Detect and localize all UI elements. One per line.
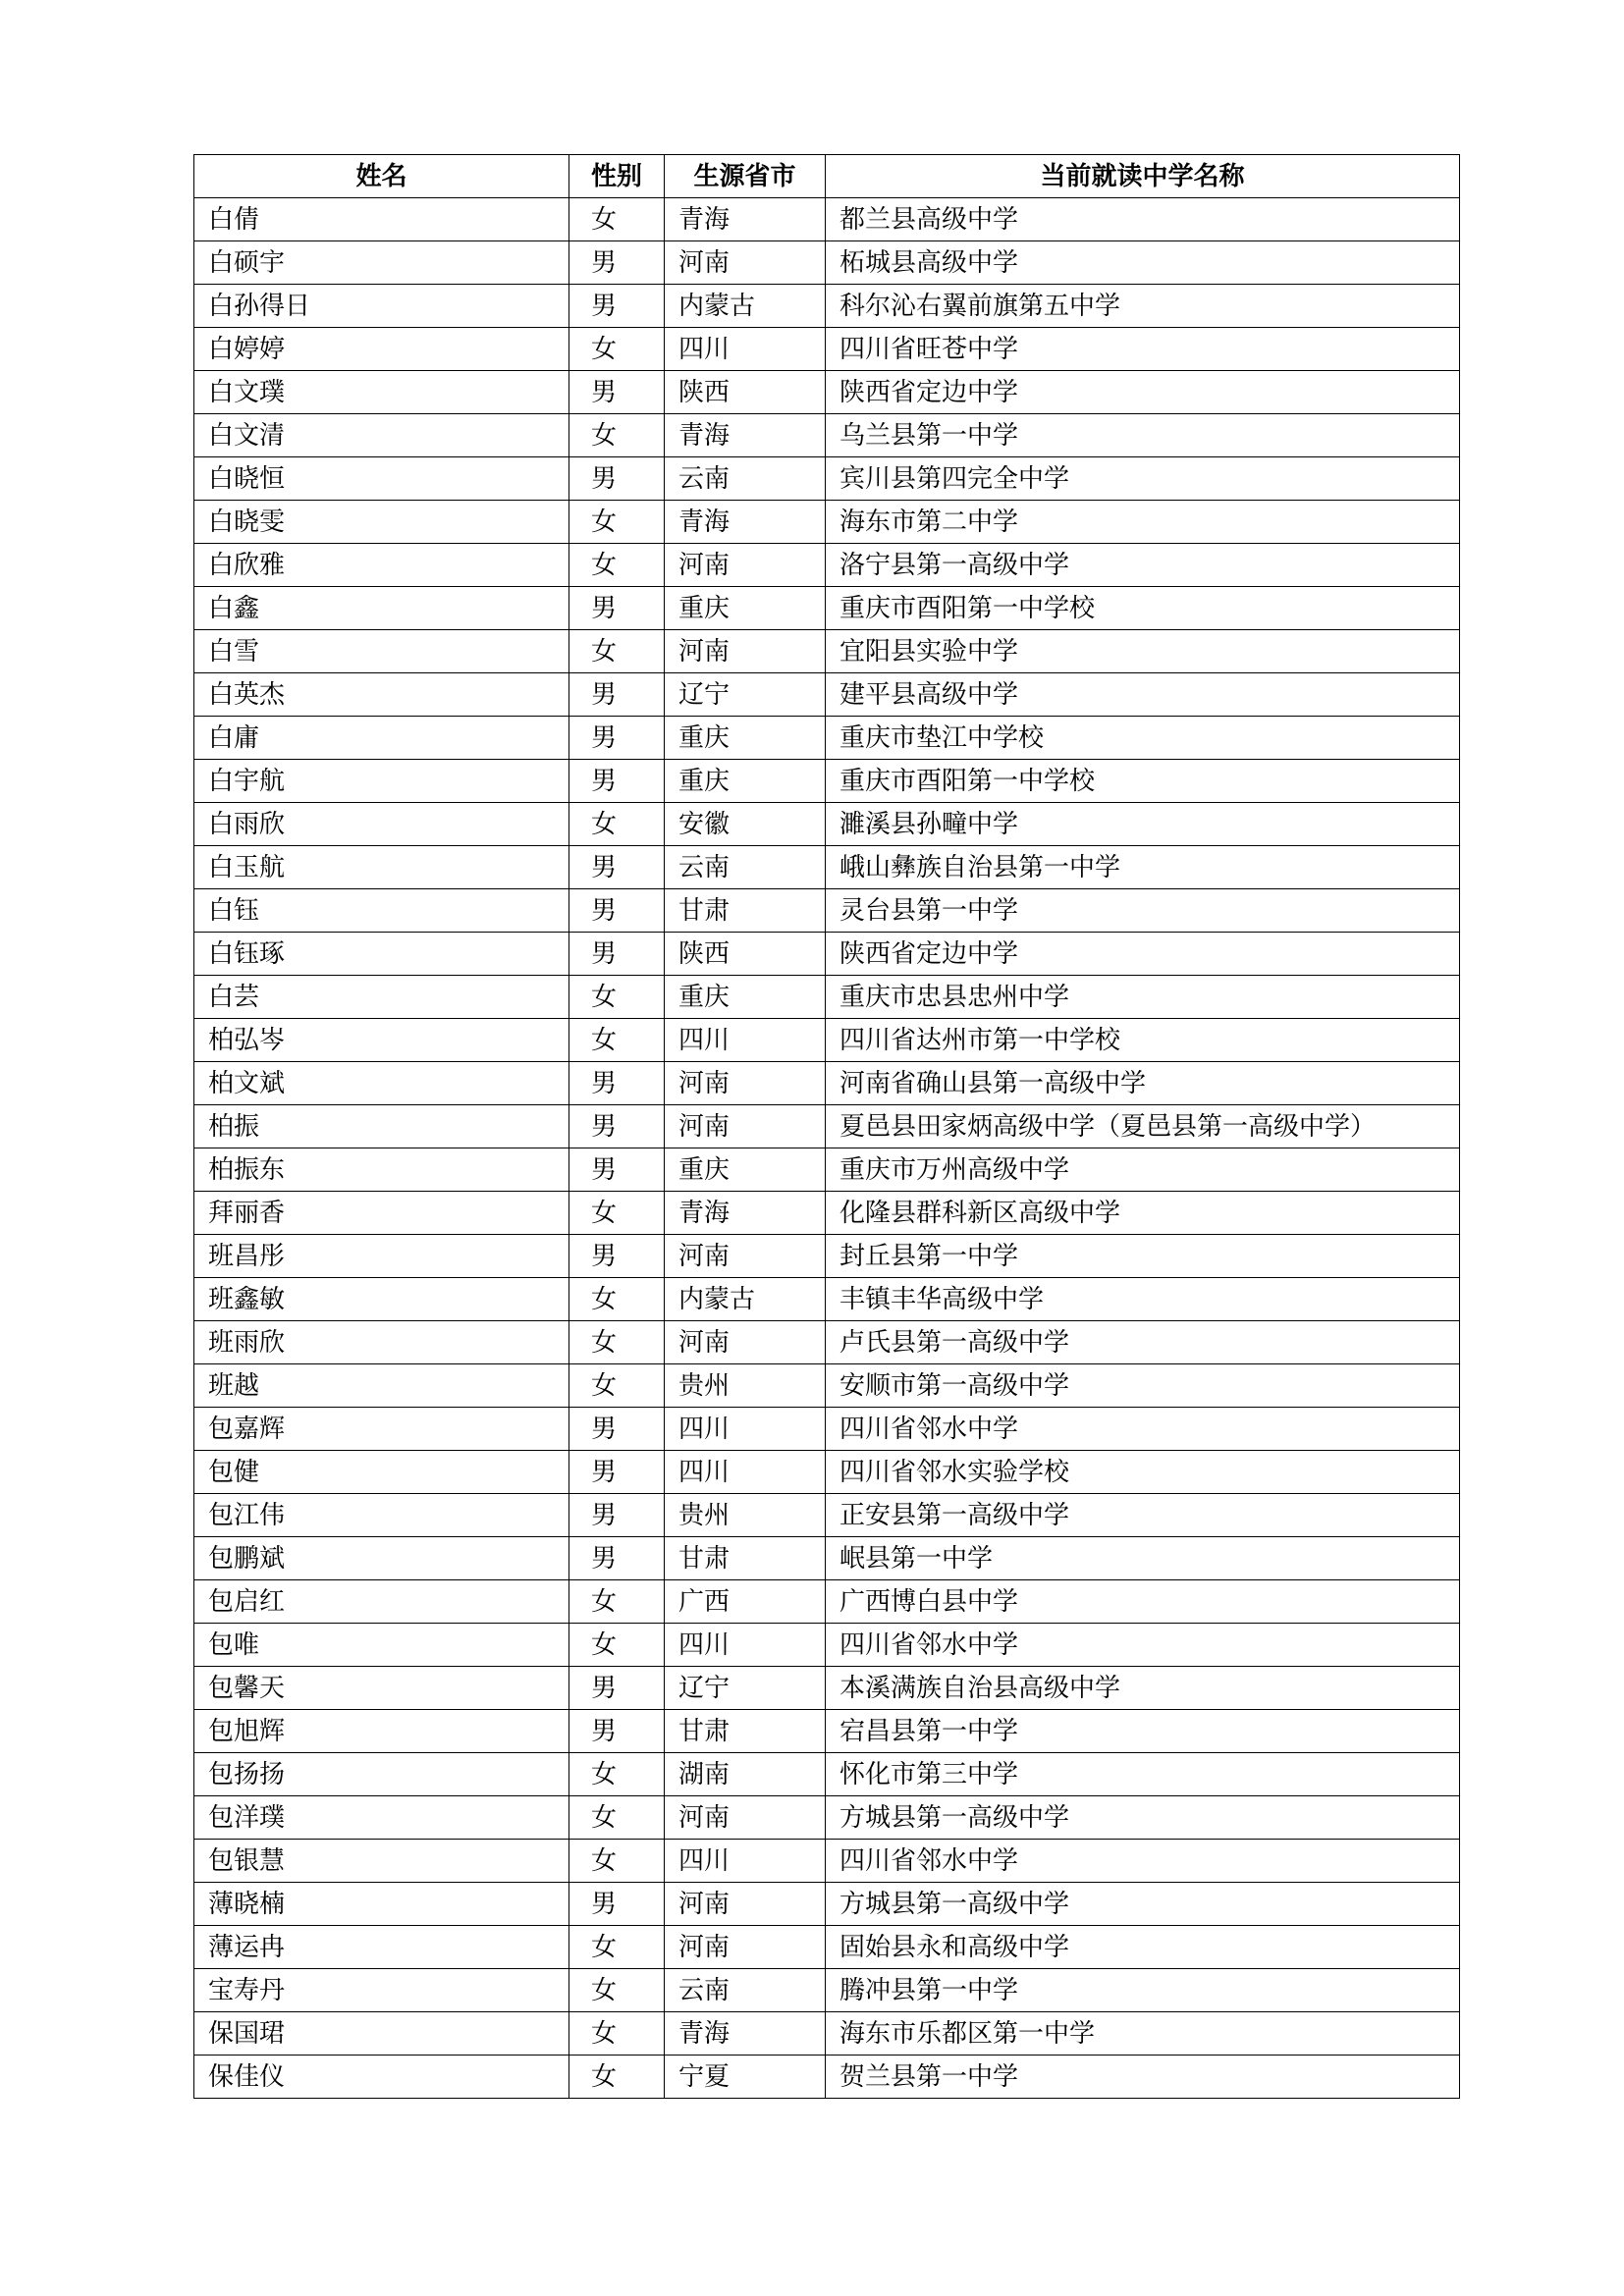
table-row xyxy=(194,1321,1460,1364)
cell-school: 广西博白县中学 xyxy=(826,1580,1460,1624)
cell-province: 青海 xyxy=(665,2012,826,2056)
table-row xyxy=(194,1148,1460,1192)
cell-name: 白晓雯 xyxy=(194,501,569,544)
cell-province: 宁夏 xyxy=(665,2056,826,2099)
cell-school: 方城县第一高级中学 xyxy=(826,1883,1460,1926)
cell-province: 甘肃 xyxy=(665,1710,826,1753)
cell-name: 白婷婷 xyxy=(194,328,569,371)
cell-province: 云南 xyxy=(665,1969,826,2012)
cell-gender: 男 xyxy=(569,371,665,414)
header-province: 生源省市 xyxy=(665,155,826,198)
cell-gender: 男 xyxy=(569,1105,665,1148)
cell-school: 重庆市酉阳第一中学校 xyxy=(826,760,1460,803)
table-row xyxy=(194,1537,1460,1580)
cell-gender: 女 xyxy=(569,328,665,371)
table-row xyxy=(194,1753,1460,1796)
cell-name: 包鹏斌 xyxy=(194,1537,569,1580)
cell-name: 白硕宇 xyxy=(194,241,569,285)
cell-gender: 男 xyxy=(569,1710,665,1753)
cell-gender: 男 xyxy=(569,241,665,285)
header-name: 姓名 xyxy=(194,155,569,198)
table-row xyxy=(194,1494,1460,1537)
cell-gender: 男 xyxy=(569,587,665,630)
table-row xyxy=(194,198,1460,241)
cell-school: 重庆市万州高级中学 xyxy=(826,1148,1460,1192)
cell-province: 甘肃 xyxy=(665,889,826,933)
cell-gender: 男 xyxy=(569,1408,665,1451)
table-row xyxy=(194,760,1460,803)
cell-name: 班越 xyxy=(194,1364,569,1408)
cell-gender: 女 xyxy=(569,1192,665,1235)
cell-gender: 女 xyxy=(569,1624,665,1667)
cell-name: 保国珺 xyxy=(194,2012,569,2056)
table-row xyxy=(194,846,1460,889)
cell-school: 四川省邻水中学 xyxy=(826,1408,1460,1451)
cell-province: 青海 xyxy=(665,198,826,241)
cell-name: 白欣雅 xyxy=(194,544,569,587)
cell-province: 四川 xyxy=(665,328,826,371)
cell-name: 白玉航 xyxy=(194,846,569,889)
cell-province: 四川 xyxy=(665,1019,826,1062)
table-body xyxy=(194,198,1460,2099)
cell-province: 贵州 xyxy=(665,1494,826,1537)
cell-school: 卢氏县第一高级中学 xyxy=(826,1321,1460,1364)
cell-school: 贺兰县第一中学 xyxy=(826,2056,1460,2099)
table-row xyxy=(194,1062,1460,1105)
cell-name: 包旭辉 xyxy=(194,1710,569,1753)
cell-province: 四川 xyxy=(665,1840,826,1883)
cell-name: 白文清 xyxy=(194,414,569,457)
table-row xyxy=(194,803,1460,846)
table-row xyxy=(194,717,1460,760)
cell-school: 腾冲县第一中学 xyxy=(826,1969,1460,2012)
cell-gender: 男 xyxy=(569,673,665,717)
cell-gender: 男 xyxy=(569,1537,665,1580)
cell-school: 宜阳县实验中学 xyxy=(826,630,1460,673)
cell-gender: 男 xyxy=(569,1235,665,1278)
cell-name: 白宇航 xyxy=(194,760,569,803)
cell-province: 河南 xyxy=(665,544,826,587)
cell-gender: 男 xyxy=(569,846,665,889)
cell-school: 封丘县第一中学 xyxy=(826,1235,1460,1278)
table-row xyxy=(194,1192,1460,1235)
cell-school: 夏邑县田家炳高级中学（夏邑县第一高级中学） xyxy=(826,1105,1460,1148)
cell-gender: 男 xyxy=(569,889,665,933)
cell-school: 重庆市酉阳第一中学校 xyxy=(826,587,1460,630)
cell-gender: 女 xyxy=(569,1753,665,1796)
cell-name: 白钰 xyxy=(194,889,569,933)
cell-school: 本溪满族自治县高级中学 xyxy=(826,1667,1460,1710)
cell-gender: 女 xyxy=(569,544,665,587)
cell-province: 辽宁 xyxy=(665,673,826,717)
table-row xyxy=(194,544,1460,587)
cell-name: 柏振 xyxy=(194,1105,569,1148)
cell-school: 都兰县高级中学 xyxy=(826,198,1460,241)
table-row xyxy=(194,1364,1460,1408)
cell-name: 宝寿丹 xyxy=(194,1969,569,2012)
cell-school: 洛宁县第一高级中学 xyxy=(826,544,1460,587)
table-row xyxy=(194,1451,1460,1494)
cell-name: 包洋璞 xyxy=(194,1796,569,1840)
cell-school: 河南省确山县第一高级中学 xyxy=(826,1062,1460,1105)
cell-school: 陕西省定边中学 xyxy=(826,371,1460,414)
cell-name: 白英杰 xyxy=(194,673,569,717)
cell-gender: 女 xyxy=(569,1580,665,1624)
cell-name: 包江伟 xyxy=(194,1494,569,1537)
cell-province: 青海 xyxy=(665,414,826,457)
cell-province: 湖南 xyxy=(665,1753,826,1796)
cell-province: 重庆 xyxy=(665,1148,826,1192)
cell-name: 包扬扬 xyxy=(194,1753,569,1796)
cell-province: 河南 xyxy=(665,1105,826,1148)
cell-gender: 男 xyxy=(569,1062,665,1105)
cell-school: 怀化市第三中学 xyxy=(826,1753,1460,1796)
cell-gender: 女 xyxy=(569,1019,665,1062)
cell-gender: 女 xyxy=(569,198,665,241)
cell-province: 河南 xyxy=(665,1235,826,1278)
cell-gender: 女 xyxy=(569,1278,665,1321)
cell-school: 方城县第一高级中学 xyxy=(826,1796,1460,1840)
cell-name: 包健 xyxy=(194,1451,569,1494)
table-row xyxy=(194,1926,1460,1969)
cell-school: 四川省邻水中学 xyxy=(826,1840,1460,1883)
cell-school: 四川省达州市第一中学校 xyxy=(826,1019,1460,1062)
cell-province: 安徽 xyxy=(665,803,826,846)
cell-school: 丰镇丰华高级中学 xyxy=(826,1278,1460,1321)
cell-gender: 女 xyxy=(569,2056,665,2099)
table-row xyxy=(194,1969,1460,2012)
cell-name: 白孙得日 xyxy=(194,285,569,328)
cell-province: 陕西 xyxy=(665,933,826,976)
cell-school: 科尔沁右翼前旗第五中学 xyxy=(826,285,1460,328)
cell-school: 四川省邻水中学 xyxy=(826,1624,1460,1667)
table-row xyxy=(194,1235,1460,1278)
cell-gender: 男 xyxy=(569,717,665,760)
table-row xyxy=(194,1278,1460,1321)
cell-gender: 男 xyxy=(569,760,665,803)
table-row xyxy=(194,328,1460,371)
cell-gender: 女 xyxy=(569,501,665,544)
cell-school: 建平县高级中学 xyxy=(826,673,1460,717)
table-row xyxy=(194,933,1460,976)
cell-name: 包启红 xyxy=(194,1580,569,1624)
cell-name: 白文璞 xyxy=(194,371,569,414)
cell-school: 四川省邻水实验学校 xyxy=(826,1451,1460,1494)
cell-province: 青海 xyxy=(665,1192,826,1235)
cell-province: 云南 xyxy=(665,457,826,501)
cell-gender: 女 xyxy=(569,1364,665,1408)
cell-name: 白芸 xyxy=(194,976,569,1019)
cell-school: 安顺市第一高级中学 xyxy=(826,1364,1460,1408)
cell-school: 化隆县群科新区高级中学 xyxy=(826,1192,1460,1235)
cell-name: 包嘉辉 xyxy=(194,1408,569,1451)
cell-province: 内蒙古 xyxy=(665,285,826,328)
cell-gender: 女 xyxy=(569,1321,665,1364)
table-row xyxy=(194,414,1460,457)
cell-province: 广西 xyxy=(665,1580,826,1624)
cell-gender: 女 xyxy=(569,803,665,846)
cell-name: 柏文斌 xyxy=(194,1062,569,1105)
table-row xyxy=(194,630,1460,673)
table-row xyxy=(194,285,1460,328)
cell-gender: 女 xyxy=(569,1926,665,1969)
cell-gender: 女 xyxy=(569,1969,665,2012)
cell-province: 河南 xyxy=(665,630,826,673)
table-row xyxy=(194,587,1460,630)
cell-province: 河南 xyxy=(665,1883,826,1926)
cell-province: 云南 xyxy=(665,846,826,889)
cell-school: 岷县第一中学 xyxy=(826,1537,1460,1580)
cell-name: 白鑫 xyxy=(194,587,569,630)
cell-province: 重庆 xyxy=(665,717,826,760)
cell-name: 班鑫敏 xyxy=(194,1278,569,1321)
cell-school: 灵台县第一中学 xyxy=(826,889,1460,933)
table-row xyxy=(194,1883,1460,1926)
cell-gender: 男 xyxy=(569,1148,665,1192)
cell-gender: 女 xyxy=(569,630,665,673)
cell-name: 班昌彤 xyxy=(194,1235,569,1278)
table-row xyxy=(194,457,1460,501)
table-row xyxy=(194,1840,1460,1883)
student-roster-table xyxy=(193,154,1460,2099)
cell-name: 包唯 xyxy=(194,1624,569,1667)
cell-school: 陕西省定边中学 xyxy=(826,933,1460,976)
cell-gender: 男 xyxy=(569,457,665,501)
table-row xyxy=(194,1019,1460,1062)
cell-province: 河南 xyxy=(665,1796,826,1840)
cell-gender: 男 xyxy=(569,285,665,328)
cell-gender: 女 xyxy=(569,1796,665,1840)
table-row xyxy=(194,1796,1460,1840)
cell-province: 四川 xyxy=(665,1624,826,1667)
cell-province: 四川 xyxy=(665,1408,826,1451)
cell-school: 峨山彝族自治县第一中学 xyxy=(826,846,1460,889)
cell-province: 辽宁 xyxy=(665,1667,826,1710)
cell-school: 宕昌县第一中学 xyxy=(826,1710,1460,1753)
cell-school: 重庆市垫江中学校 xyxy=(826,717,1460,760)
cell-school: 宾川县第四完全中学 xyxy=(826,457,1460,501)
header-school: 当前就读中学名称 xyxy=(826,155,1460,198)
cell-gender: 女 xyxy=(569,414,665,457)
cell-gender: 男 xyxy=(569,1667,665,1710)
cell-province: 重庆 xyxy=(665,587,826,630)
table-row xyxy=(194,1624,1460,1667)
table-row xyxy=(194,1710,1460,1753)
cell-school: 海东市第二中学 xyxy=(826,501,1460,544)
table-row xyxy=(194,2012,1460,2056)
table-row xyxy=(194,1105,1460,1148)
cell-name: 柏振东 xyxy=(194,1148,569,1192)
cell-province: 重庆 xyxy=(665,976,826,1019)
cell-province: 重庆 xyxy=(665,760,826,803)
table-row xyxy=(194,1408,1460,1451)
table-row xyxy=(194,673,1460,717)
table-row xyxy=(194,1580,1460,1624)
cell-gender: 女 xyxy=(569,2012,665,2056)
table-row xyxy=(194,241,1460,285)
cell-province: 甘肃 xyxy=(665,1537,826,1580)
cell-province: 陕西 xyxy=(665,371,826,414)
cell-name: 白雨欣 xyxy=(194,803,569,846)
cell-school: 重庆市忠县忠州中学 xyxy=(826,976,1460,1019)
cell-name: 白倩 xyxy=(194,198,569,241)
cell-name: 保佳仪 xyxy=(194,2056,569,2099)
cell-province: 青海 xyxy=(665,501,826,544)
cell-school: 柘城县高级中学 xyxy=(826,241,1460,285)
table-header-row xyxy=(194,155,1460,198)
cell-province: 河南 xyxy=(665,1321,826,1364)
cell-province: 贵州 xyxy=(665,1364,826,1408)
cell-school: 四川省旺苍中学 xyxy=(826,328,1460,371)
cell-gender: 男 xyxy=(569,933,665,976)
cell-gender: 男 xyxy=(569,1494,665,1537)
cell-school: 正安县第一高级中学 xyxy=(826,1494,1460,1537)
cell-province: 四川 xyxy=(665,1451,826,1494)
cell-name: 白钰琢 xyxy=(194,933,569,976)
cell-province: 河南 xyxy=(665,241,826,285)
cell-gender: 女 xyxy=(569,1840,665,1883)
cell-gender: 女 xyxy=(569,976,665,1019)
table-row xyxy=(194,1667,1460,1710)
cell-gender: 男 xyxy=(569,1451,665,1494)
cell-name: 白晓恒 xyxy=(194,457,569,501)
cell-province: 内蒙古 xyxy=(665,1278,826,1321)
cell-gender: 男 xyxy=(569,1883,665,1926)
cell-school: 乌兰县第一中学 xyxy=(826,414,1460,457)
header-gender: 性别 xyxy=(569,155,665,198)
cell-province: 河南 xyxy=(665,1062,826,1105)
table-row xyxy=(194,889,1460,933)
cell-name: 拜丽香 xyxy=(194,1192,569,1235)
cell-province: 河南 xyxy=(665,1926,826,1969)
cell-name: 白庸 xyxy=(194,717,569,760)
cell-school: 濉溪县孙疃中学 xyxy=(826,803,1460,846)
table-row xyxy=(194,976,1460,1019)
cell-name: 包馨天 xyxy=(194,1667,569,1710)
table-row xyxy=(194,371,1460,414)
cell-name: 薄运冉 xyxy=(194,1926,569,1969)
cell-name: 包银慧 xyxy=(194,1840,569,1883)
cell-name: 柏弘岑 xyxy=(194,1019,569,1062)
cell-school: 海东市乐都区第一中学 xyxy=(826,2012,1460,2056)
table-row xyxy=(194,501,1460,544)
cell-name: 薄晓楠 xyxy=(194,1883,569,1926)
cell-name: 白雪 xyxy=(194,630,569,673)
cell-school: 固始县永和高级中学 xyxy=(826,1926,1460,1969)
cell-name: 班雨欣 xyxy=(194,1321,569,1364)
table-row xyxy=(194,2056,1460,2099)
